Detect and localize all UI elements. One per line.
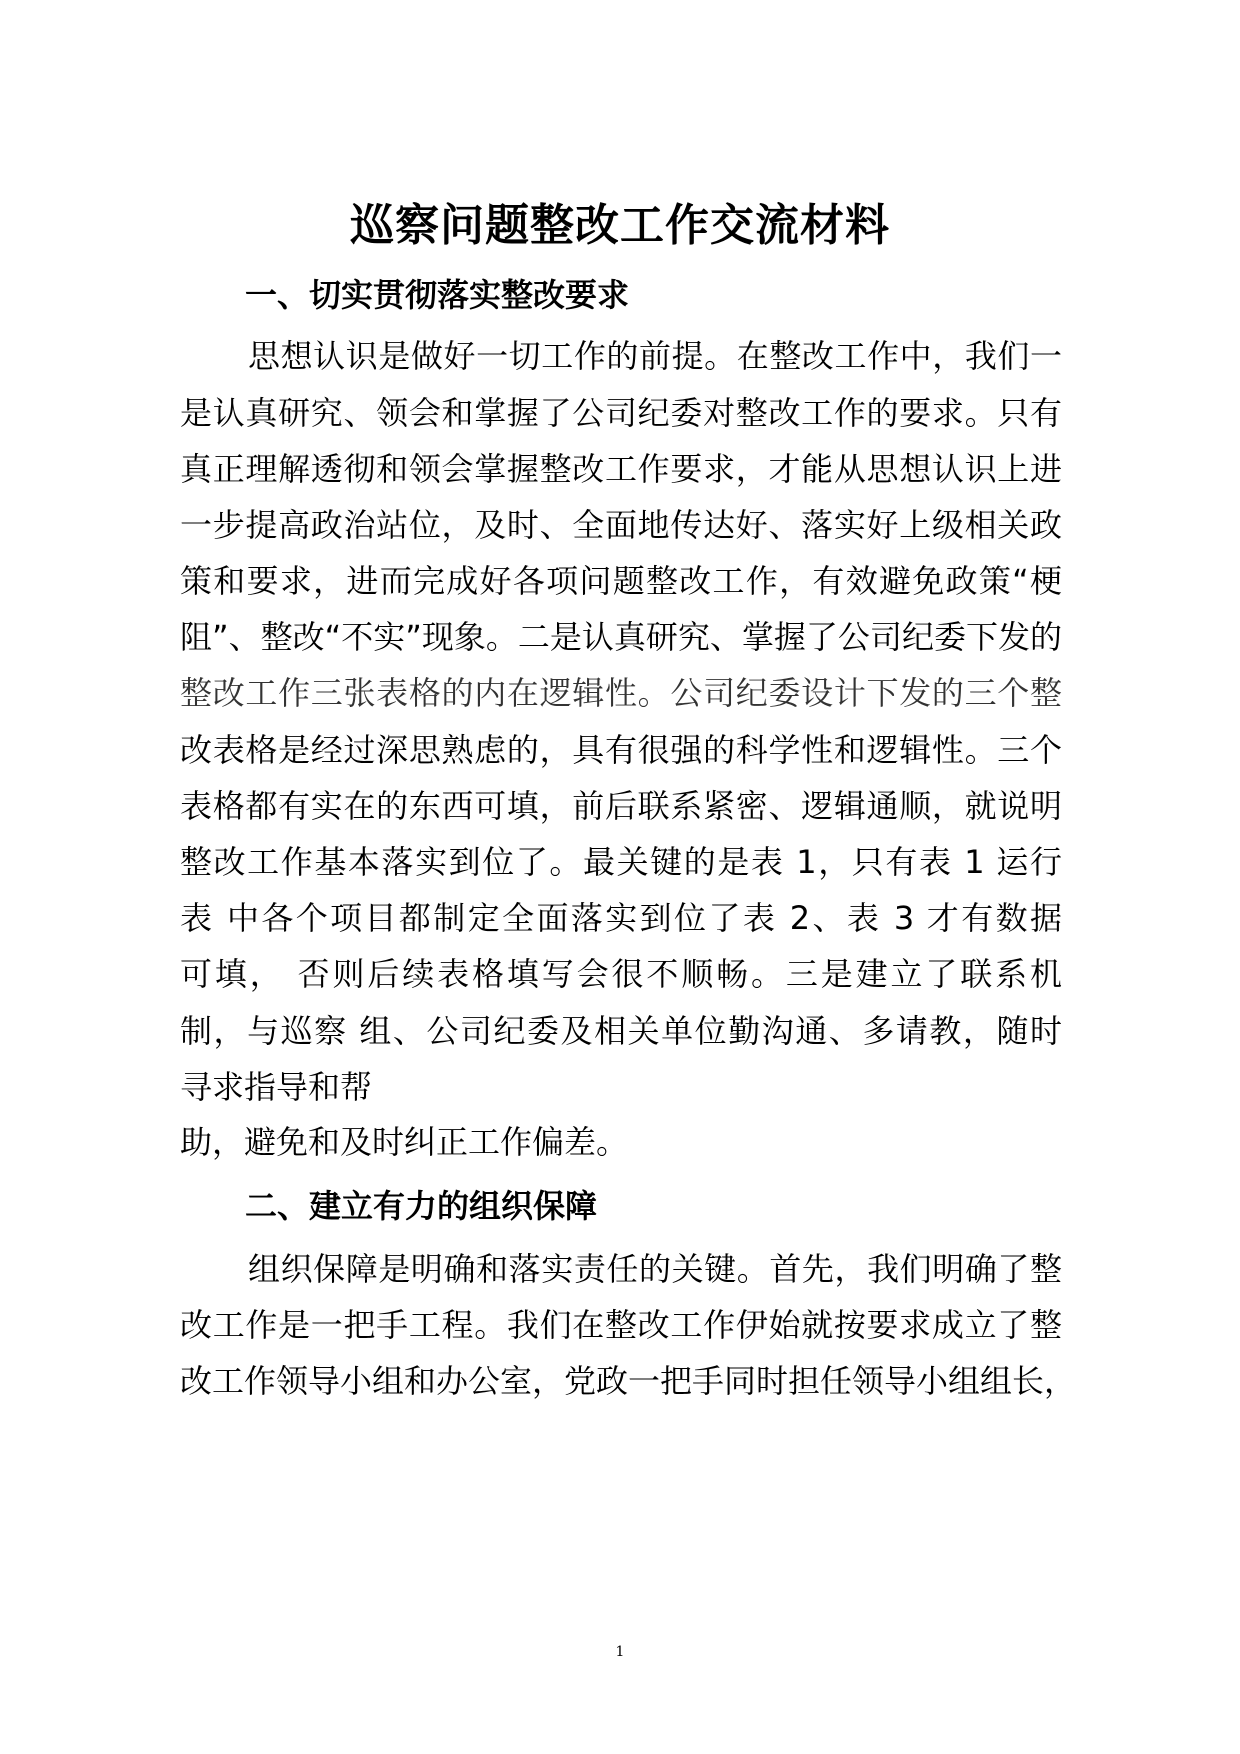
paragraph-line: 寻求指导和帮 — [180, 1068, 373, 1106]
paragraph-line: 制，与巡察 组、公司纪委及相关单位勤沟通、多请教，随时 — [180, 1012, 1062, 1050]
paragraph-line: 组织保障是明确和落实责任的关键。首先，我们明确了整 — [248, 1250, 1062, 1288]
paragraph-line: 阻”、整改“不实”现象。二是认真研究、掌握了公司纪委下发的 — [180, 618, 1062, 656]
paragraph-line: 策和要求，进而完成好各项问题整改工作，有效避免政策“梗 — [180, 562, 1062, 600]
paragraph-line: 真正理解透彻和领会掌握整改工作要求，才能从思想认识上进 — [180, 450, 1062, 488]
paragraph-line: 改工作是一把手工程。我们在整改工作伊始就按要求成立了整 — [180, 1306, 1062, 1344]
page-number: 1 — [615, 1644, 625, 1660]
document-title: 巡察问题整改工作交流材料 — [350, 200, 890, 251]
paragraph-line: 一步提高政治站位，及时、全面地传达好、落实好上级相关政 — [180, 506, 1062, 544]
paragraph-line: 是认真研究、领会和掌握了公司纪委对整改工作的要求。只有 — [180, 394, 1062, 432]
paragraph-line: 表 中各个项目都制定全面落实到位了表 2、表 3 才有数据 — [180, 899, 1062, 937]
paragraph-line: 改工作领导小组和办公室，党政一把手同时担任领导小组组长， — [180, 1362, 1077, 1400]
section-heading: 二、建立有力的组织保障 — [245, 1187, 598, 1225]
paragraph-line: 思想认识是做好一切工作的前提。在整改工作中，我们一 — [248, 337, 1062, 375]
paragraph-line: 整改工作基本落实到位了。最关键的是表 1，只有表 1 运行 — [180, 843, 1062, 881]
paragraph-line: 可填， 否则后续表格填写会很不顺畅。三是建立了联系机 — [180, 955, 1062, 993]
section-heading: 一、切实贯彻落实整改要求 — [245, 276, 630, 314]
paragraph-line: 助，避免和及时纠正工作偏差。 — [180, 1123, 629, 1161]
paragraph-line: 表格都有实在的东西可填，前后联系紧密、逻辑通顺，就说明 — [180, 787, 1062, 825]
paragraph-line: 改表格是经过深思熟虑的，具有很强的科学性和逻辑性。三个 — [180, 731, 1062, 769]
paragraph-line: 整改工作三张表格的内在逻辑性。公司纪委设计下发的三个整 — [180, 674, 1062, 712]
